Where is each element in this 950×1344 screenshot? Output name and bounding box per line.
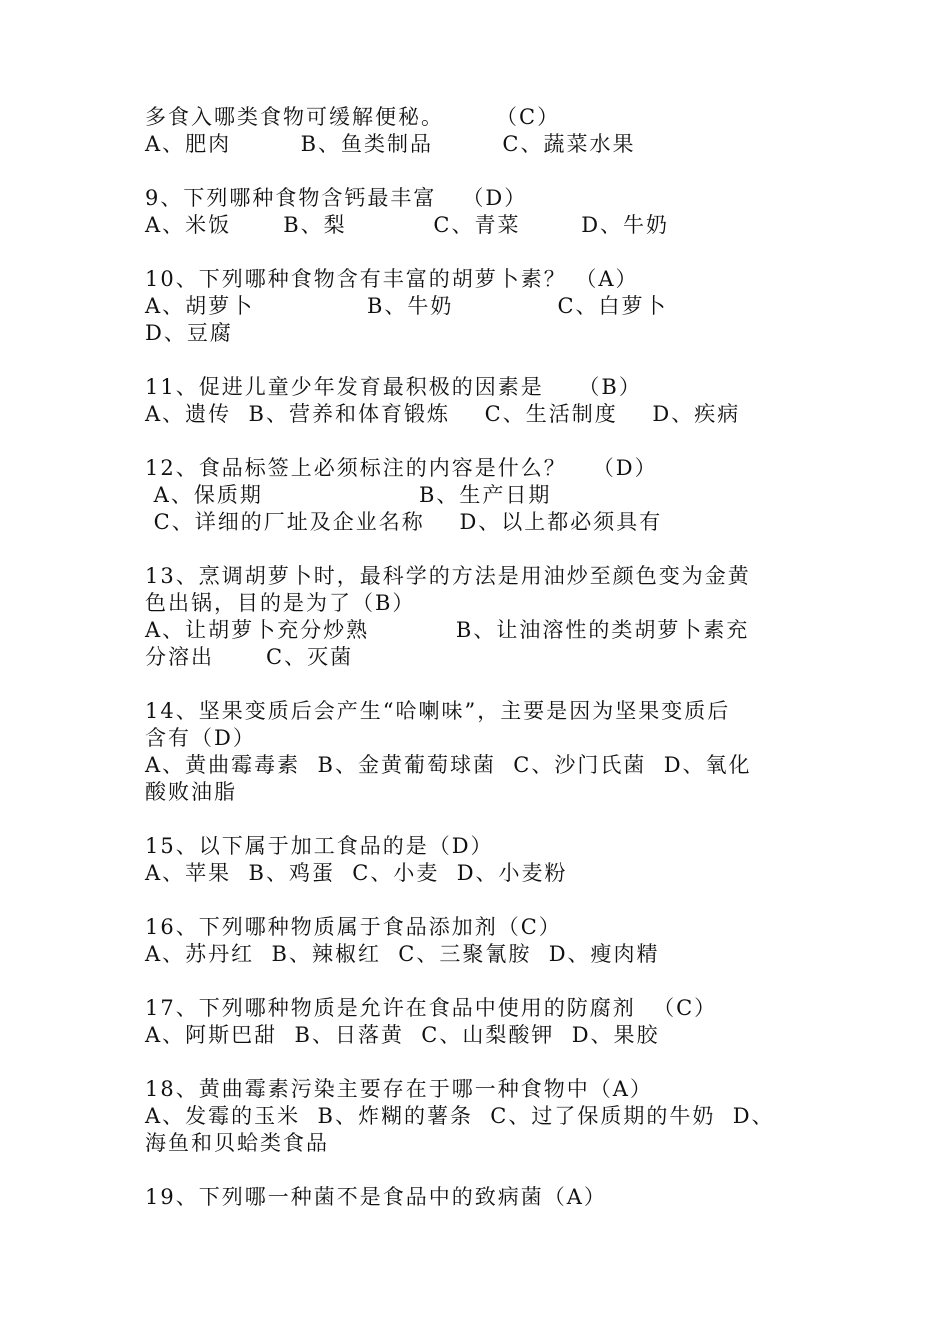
question-text: 12、食品标签上必须标注的内容是什么？ （D） [145,456,658,480]
answer-options: C、详细的厂址及企业名称 D、以上都必须具有 [145,510,663,534]
question-text: 17、下列哪种物质是允许在食品中使用的防腐剂 （C） [145,996,718,1020]
question-text: 多食入哪类食物可缓解便秘。 （C） [145,105,561,129]
question-block [145,995,825,1049]
answer-options: 酸败油脂 [145,780,237,804]
question-block [145,266,825,347]
document-page [145,104,825,1238]
question-text: 15、以下属于加工食品的是（D） [145,834,494,858]
question-block [145,833,825,887]
answer-options: A、苹果 B、鸡蛋 C、小麦 D、小麦粉 [145,861,568,885]
answer-options: 分溶出 C、灭菌 [145,645,354,669]
answer-options: A、让胡萝卜充分炒熟 B、让油溶性的类胡萝卜素充 [145,618,750,642]
question-block [145,698,825,806]
question-block [145,1184,825,1211]
answer-options: 海鱼和贝蛤类食品 [145,1131,329,1155]
question-text: 16、下列哪种物质属于食品添加剂（C） [145,915,562,939]
answer-options: D、豆腐 [145,321,233,345]
question-block [145,185,825,239]
question-text: 11、促进儿童少年发育最积极的因素是 （B） [145,375,642,399]
question-text: 14、坚果变质后会产生“哈喇味”，主要是因为坚果变质后 [145,699,731,723]
question-block [145,914,825,968]
question-block [145,1076,825,1157]
answer-options: A、肥肉 B、鱼类制品 C、蔬菜水果 [145,132,636,156]
question-text: 色出锅，目的是为了（B） [145,591,416,615]
answer-options: A、米饭 B、梨 C、青菜 D、牛奶 [145,213,670,237]
answer-options: A、保质期 B、生产日期 [145,483,552,507]
answer-options: A、胡萝卜 B、牛奶 C、白萝卜 [145,294,668,318]
question-text: 9、下列哪种食物含钙最丰富 （D） [145,186,528,210]
question-text: 含有（D） [145,726,256,750]
question-block [145,455,825,536]
question-text: 18、黄曲霉素污染主要存在于哪一种食物中（A） [145,1077,653,1101]
answer-options: A、黄曲霉毒素 B、金黄葡萄球菌 C、沙门氏菌 D、氧化 [145,753,752,777]
question-text: 10、下列哪种食物含有丰富的胡萝卜素？ （A） [145,267,639,291]
question-block [145,104,825,158]
question-block [145,374,825,428]
answer-options: A、阿斯巴甜 B、日落黄 C、山梨酸钾 D、果胶 [145,1023,660,1047]
question-text: 19、下列哪一种菌不是食品中的致病菌（A） [145,1185,607,1209]
answer-options: A、发霉的玉米 B、炸糊的薯条 C、过了保质期的牛奶 D、 [145,1104,775,1128]
question-block [145,563,825,671]
question-text: 13、烹调胡萝卜时，最科学的方法是用油炒至颜色变为金黄 [145,564,751,588]
answer-options: A、苏丹红 B、辣椒红 C、三聚氰胺 D、瘦肉精 [145,942,660,966]
answer-options: A、遗传 B、营养和体育锻炼 C、生活制度 D、疾病 [145,402,741,426]
